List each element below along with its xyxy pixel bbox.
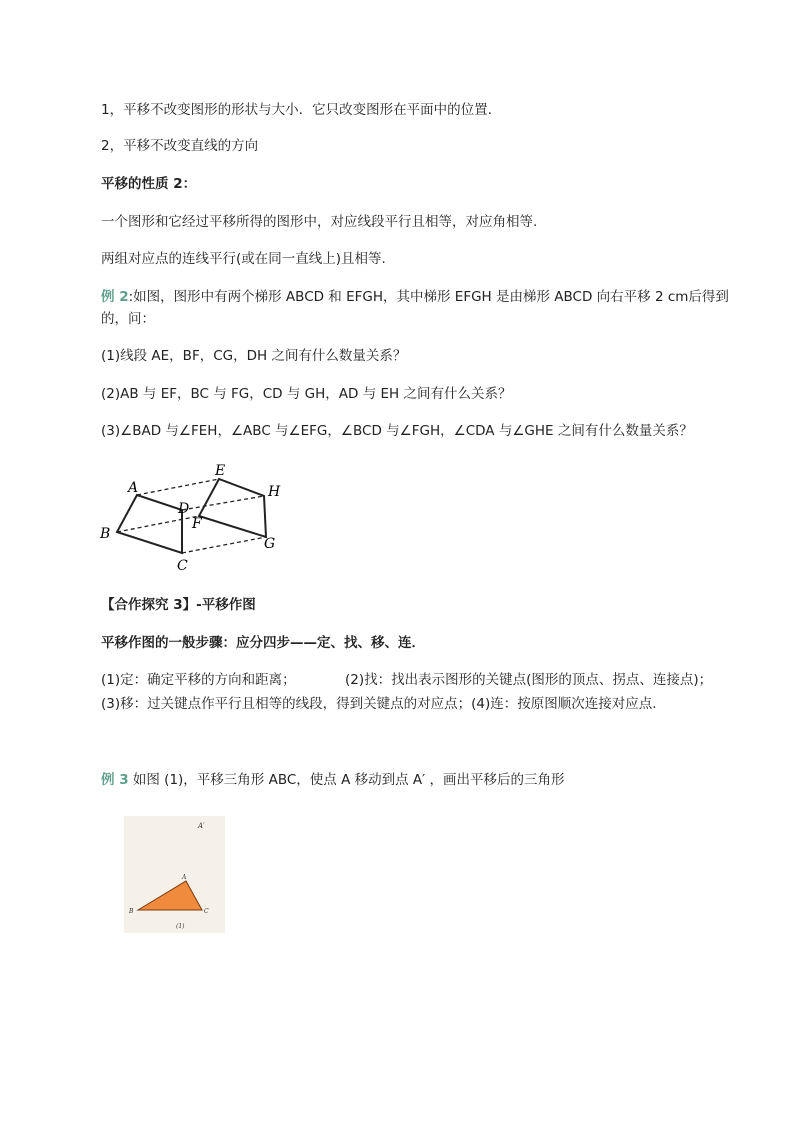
- label-c-small: C: [204, 908, 209, 915]
- example2-q2: (2)AB 与 EF，BC 与 FG，CD 与 GH，AD 与 EH 之间有什么关系？: [101, 386, 512, 402]
- label-a: A: [128, 480, 139, 496]
- coop-step1: (1)定：确定平移的方向和距离；: [101, 672, 296, 688]
- example2-label: 例 2: [101, 289, 129, 305]
- example2-intro: :如图，图形中有两个梯形 ABCD 和 EFGH，其中梯形 EFGH 是由梯形 ABCD 向右平移 2 cm后得到的，问：: [101, 289, 729, 327]
- label-b: B: [100, 526, 111, 542]
- example3-label: 例 3: [101, 772, 129, 788]
- property2-line2: 两组对应点的连线平行(或在同一直线上)且相等.: [101, 251, 386, 267]
- property2-line1: 一个图形和它经过平移所得的图形中，对应线段平行且相等，对应角相等.: [101, 214, 538, 230]
- label-g: G: [264, 536, 276, 552]
- label-b-small: B: [129, 908, 134, 915]
- example3-block: [101, 770, 564, 790]
- segment-dh: [182, 496, 264, 510]
- property2-heading: 平移的性质 2：: [101, 176, 197, 192]
- coop-heading: 【合作探究 3】-平移作图: [101, 597, 256, 613]
- figure-caption: (1): [176, 923, 185, 930]
- label-a-prime: A′: [198, 822, 205, 830]
- trapezoid-efgh: [199, 479, 266, 537]
- coop-step3: (3)移：过关键点作平行且相等的线段，得到关键点的对应点；(4)连：按原图顺次连接对应点.: [101, 696, 657, 712]
- coop-step2: (2)找：找出表示图形的关键点(图形的顶点、拐点、连接点)；: [345, 672, 713, 688]
- property1-item1: 1，平移不改变图形的形状与大小．它只改变图形在平面中的位置.: [101, 102, 492, 118]
- label-f: F: [192, 516, 202, 532]
- example2-q1: (1)线段 AE，BF，CG，DH 之间有什么数量关系？: [101, 348, 407, 364]
- segment-cg: [182, 537, 266, 553]
- label-h: H: [268, 484, 281, 500]
- segment-bf: [117, 516, 199, 532]
- coop-steps-title: 平移作图的一般步骤：应分四步——定、找、移、连．: [101, 635, 425, 651]
- triangle-figure: [124, 816, 225, 933]
- property1-item2: 2，平移不改变直线的方向: [101, 138, 259, 154]
- trapezoid-abcd: [117, 495, 182, 553]
- example3-text: 如图 (1)，平移三角形 ABC，使点 A 移动到点 A′ ，画出平移后的三角形: [128, 772, 565, 788]
- trapezoid-figure: [96, 458, 296, 576]
- triangle-abc: [138, 881, 202, 910]
- label-d: D: [178, 501, 190, 517]
- label-a-small: A: [182, 874, 187, 881]
- segment-ae: [137, 479, 219, 495]
- label-c: C: [177, 558, 188, 574]
- example2-q3: (3)∠BAD 与∠FEH，∠ABC 与∠EFG，∠BCD 与∠FGH，∠CDA 与∠GHE 之间有什么数量关系？: [101, 423, 693, 439]
- label-e: E: [215, 463, 226, 479]
- example2-intro-block: [101, 286, 731, 330]
